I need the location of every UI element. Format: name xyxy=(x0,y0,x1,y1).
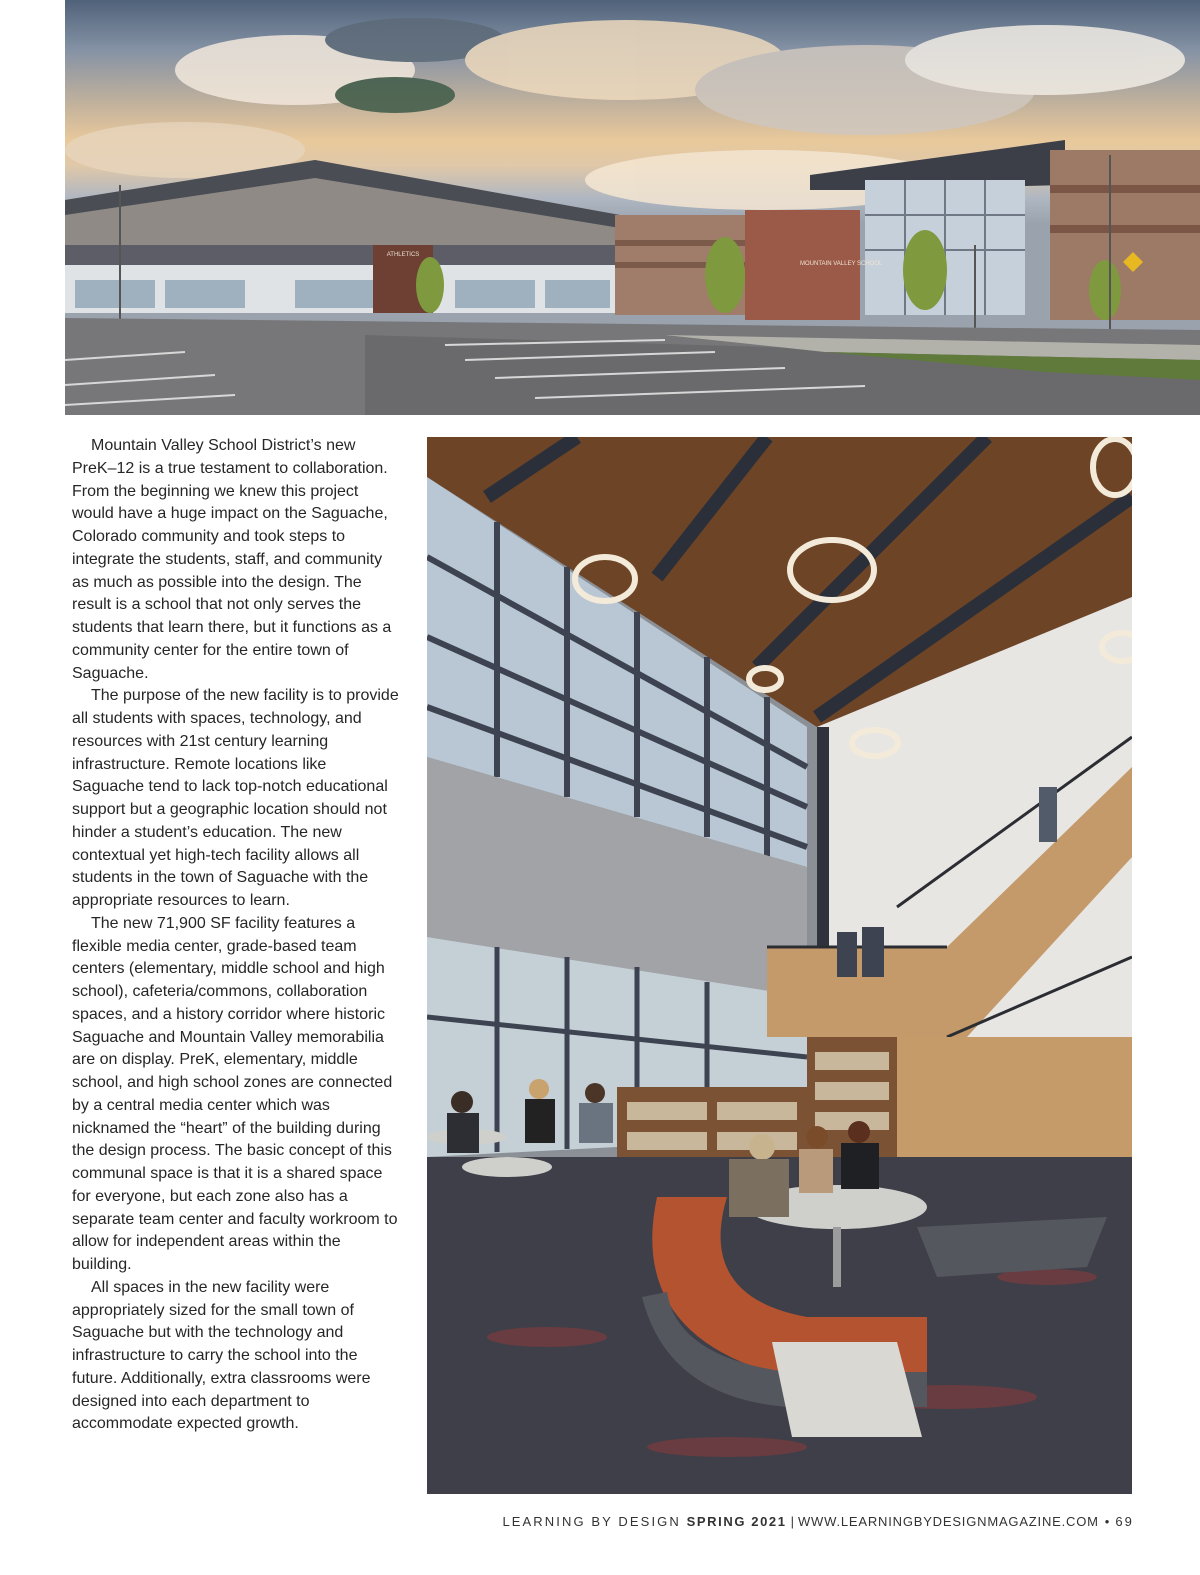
interior-photo-illustration xyxy=(427,437,1132,1494)
footer-separator: | xyxy=(790,1514,794,1529)
exterior-school-photo xyxy=(65,0,1200,415)
exterior-photo-illustration xyxy=(65,0,1200,415)
parking-lot xyxy=(65,318,1200,415)
page-number: 69 xyxy=(1115,1514,1134,1529)
article-paragraph: The new 71,900 SF facility features a flexible media center, grade-based team centers (elementary, middle school and high school), cafeteria/commons, collaboration spaces, and a history corridor where historic Saguache and Mountain Valley memorabilia are on display. PreK, elementary, middle school, and high school zones are connected by a central media center which was nicknamed the “heart” of the building during the design process. The basic concept of this communal space is that it is a shared space for everyone, but each zone also has a separate team center and faculty workroom to allow for independent areas within the building. xyxy=(72,914,398,1273)
interior-media-center-photo xyxy=(427,437,1132,1494)
article-paragraph: Mountain Valley School District’s new PreK–12 is a true testament to collaboration. From the beginning we knew this project would have a huge impact on the Saguache, Colorado community and took steps to integrate the students, staff, and community as much as possible into the design. The result is a school that not only serves the students that learn there, but it functions as a community center for the entire town of Saguache. xyxy=(72,437,392,682)
side-table xyxy=(462,1157,552,1177)
article-paragraph: The purpose of the new facility is to provide all students with spaces, technology, and resources with 21st century learning infrastructure. Remote locations like Saguache tend to lack top-notch educational support but a geographic location should not hinder a student’s education. The new contextual yet high-tech facility allows all students in the town of Saguache with the appropriate resources to learn. xyxy=(72,687,399,909)
page-footer xyxy=(502,1514,1134,1529)
magazine-name: LEARNING BY DESIGN xyxy=(502,1514,681,1529)
issue-label: SPRING 2021 xyxy=(686,1514,787,1529)
wood-slat-wall xyxy=(897,1037,1132,1177)
website-url: WWW.LEARNINGBYDESIGNMAGAZINE.COM xyxy=(797,1514,1099,1529)
gym-building xyxy=(65,160,620,313)
athletics-sign: ATHLETICS xyxy=(386,252,420,258)
article-paragraph: All spaces in the new facility were appropriately sized for the small town of Saguache but with the technology and infrastructure to carry the school into the future. Additionally, extra classrooms were designed into each department to accommodate expected growth. xyxy=(72,1278,371,1433)
article-body xyxy=(72,435,402,1436)
bench-white-segment xyxy=(772,1342,922,1437)
footer-bullet: • xyxy=(1104,1514,1110,1529)
school-name-sign: MOUNTAIN VALLEY SCHOOL xyxy=(800,261,883,267)
